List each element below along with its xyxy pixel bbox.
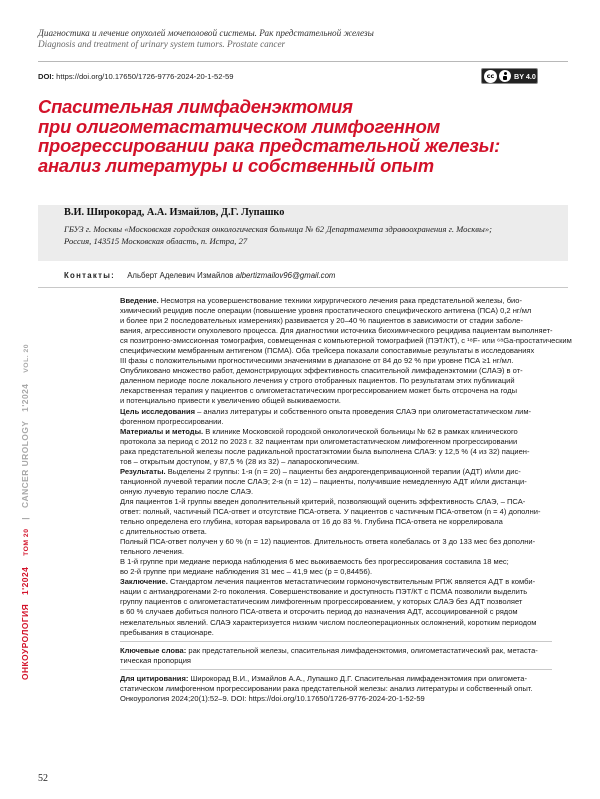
abstract-line: III фазы с положительными прогностическими значениями в диапазоне от 84 до 92 % при уровне ПСА ≥1 нг/мл. [120, 356, 514, 366]
page-number: 52 [38, 773, 48, 784]
abstract-line: танционной лучевой терапии после СЛАЭ; 2-я (n = 12) – пациенты, получившие немедленную АДТ и/или дистанци- [120, 476, 527, 486]
abstract-line: и потенциально привести к увеличению общей выживаемости. [120, 396, 341, 406]
abstract-line: Ключевые слова: рак предстательной железы, спасительная лимфаденэктомия, олигометастатический рак, метаста- [120, 645, 538, 655]
doi-link[interactable]: https://doi.org/10.17650/1726-9776-2024-20-1-52-59 [56, 72, 234, 81]
cc-license-badge[interactable] [481, 68, 538, 84]
conclusion-text [120, 587, 552, 637]
abstract-line: Для пациентов 1-й группы введен дополнительный критерий, позволяющий оценить эффективность СЛАЭ, – ПСА- [120, 496, 526, 506]
affiliation-line: ГБУЗ г. Москвы «Московская городская онкологическая больница № 62 Департамента здравоохранения г. Москвы»; [64, 224, 493, 234]
abstract-line: тическая пропорция [120, 655, 192, 665]
aim-text [120, 417, 552, 427]
abstract-line: Заключение. Стандартом лечения пациентов метастатическим гормоночувствительным РПЖ является АДТ в комби- [120, 577, 536, 587]
running-header-en: Diagnosis and treatment of urinary system tumors. Prostate cancer [38, 39, 286, 49]
abstract-line: В 1-й группе при медиане периода наблюдения 6 мес выживаемость без прогрессирования составила 18 мес; [120, 557, 509, 567]
affiliation [64, 224, 492, 248]
affiliation-line: Россия, 143515 Московская область, п. Истра, 27 [64, 235, 248, 246]
abstract-line: в 60 % случаев добиться полного ПСА-ответа и отсрочить период до назначения АДТ, ассоциированной с рядом [120, 607, 518, 617]
divider [38, 287, 568, 288]
abstract-line: тельного лечения. [120, 547, 184, 557]
section-label: Для цитирования: [120, 673, 189, 683]
section-label: Цель исследования [120, 406, 195, 416]
abstract-line: нежелательных явлений. СЛАЭ характеризуется низким числом послеоперационных осложнений, коротким периодом [120, 617, 537, 627]
doi-label: DOI: [38, 72, 55, 81]
abstract-line: специфическим мембранным антигеном (ПСМА). Оба трейсера показали сопоставимые результаты в исследованиях [120, 346, 535, 356]
abstract-line: Полный ПСА-ответ получен у 60 % (n = 12) пациентов. Длительность ответа колебалась от 3 до 133 мес без дополни- [120, 537, 536, 547]
authors: В.И. Широкорад, А.А. Измайлов, Д.Г. Лупашко [64, 207, 285, 218]
abstract-line: ответ: полный, частичный ПСА-ответ и отсутствие ПСА-ответа. У пациентов с частичным ПСА-ответом (n = 4) дополни- [120, 506, 541, 516]
issue-ru: 1'2024 [20, 566, 30, 596]
methods-text [120, 437, 552, 467]
section-label: Ключевые слова: [120, 645, 187, 655]
contacts-label: Контакты: [64, 271, 116, 280]
abstract-line: протокола за период с 2012 по 2023 г. 32 пациентам при олигометастатическом лимфогенном прогрессировании [120, 436, 518, 446]
journal-name-en: CANCER UROLOGY [20, 420, 30, 509]
title-line: при олигометастатическом лимфогенном [38, 115, 441, 137]
abstract-line: Цель исследования – анализ литературы и собственного опыта проведения СЛАЭ при олигометастатическом лим- [120, 406, 532, 416]
running-header [38, 28, 568, 62]
abstract-line: пребывания в стационаре. [120, 627, 214, 637]
intro-text [120, 306, 572, 406]
abstract-line: ся позитронно-эмиссионная томография, совмещенная с компьютерной томографией (ПЭТ/КТ), с ¹⁸F- или ⁶⁸Ga-простатическим [120, 336, 572, 346]
section-label: Введение. [120, 296, 159, 305]
volume-ru: ТОМ 20 [23, 528, 30, 556]
issue-en: 1'2024 [20, 383, 30, 412]
abstract-line: онную лучевую терапию после СЛАЭ. [120, 486, 254, 496]
contact-name: Альберт Аделевич Измайлов [127, 271, 234, 280]
abstract-line: Введение. Несмотря на усовершенствование техники хирургического лечения рака предстательной железы, био- [120, 296, 522, 305]
abstract-line: химический рецидив после операции (повышение уровня простатического специфического антигена (ПСА) 0,2 нг/мл [120, 306, 532, 316]
journal-name-ru: ОНКОУРОЛОГИЯ [20, 603, 30, 680]
abstract-line: во 2-й группе при медиане наблюдения 31 мес – 41,9 мес (p = 0,84456). [120, 567, 373, 577]
abstract-line: Для цитирования: Широкорад В.И., Измайлов А.А., Лупашко Д.Г. Спасительная лимфаденэктомия при олигомета- [120, 673, 527, 683]
attribution-icon [499, 70, 511, 82]
abstract-line: рака предстательной железы после радикальной простатэктомии была выполнена СЛАЭ: у 12,5 % (4 из 32) пациен- [120, 446, 530, 456]
keywords-text [120, 656, 552, 666]
abstract-line: тельно определена его глубина, которая варьировала от 16 до 83 %. Глубина ПСА-ответа не коррелировала [120, 517, 503, 527]
abstract-line: нации с антиандрогенами 2-го поколения. Совершенствование и доступность ПЭТ/КТ с ПСМА позволили выделить [120, 587, 528, 597]
doi-line [38, 72, 233, 81]
abstract-line: группу пациентов с олигометастатическим лимфогенным прогрессированием, у которых СЛАЭ без АДТ позволяет [120, 597, 523, 607]
divider [120, 669, 552, 670]
contacts [64, 271, 335, 280]
abstract-line: и более при 2 последовательных измерениях) развивается у 20–40 % пациентов в зависимости от стадии заболе- [120, 316, 523, 326]
divider [120, 641, 552, 642]
title-line: прогрессировании рака предстательной железы: [38, 135, 501, 156]
section-label: Результаты. [120, 466, 166, 476]
results-text [120, 477, 552, 577]
abstract-line: Опубликовано множество работ, демонстрирующих эффективность спасительной лимфаденэктомии (СЛАЭ) в от- [120, 366, 523, 376]
section-label: Заключение. [120, 577, 168, 587]
abstract-line: Материалы и методы. В клинике Московской городской онкологической больницы № 62 в рамках клинического [120, 426, 518, 436]
cc-icon: cc [484, 70, 497, 83]
citation-text [120, 684, 552, 704]
article-title [38, 97, 563, 175]
journal-side-label [20, 344, 30, 680]
abstract-line: с длительностью ответа. [120, 527, 207, 537]
section-label: Материалы и методы. [120, 426, 204, 436]
abstract-line: статическом лимфогенном прогрессировании рака предстательной железы: анализ литературы и собственный опыт. [120, 683, 533, 693]
license-version: BY 4.0 [514, 71, 536, 81]
abstract-line: Онкоурология 2024;20(1):52–9. DOI: https://doi.org/10.17650/1726-9776-2024-20-1-52-59 [120, 693, 425, 703]
abstract-line: фогенном прогрессировании. [120, 416, 224, 426]
abstract [120, 296, 572, 704]
volume-en: VOL. 20 [23, 343, 30, 373]
abstract-line: Результаты. Выделены 2 группы: 1-я (n = 20) – пациенты без андрогендепривационной терапии (АДТ) и/или дис- [120, 466, 521, 476]
title-line: анализ литературы и собственный опыт [38, 154, 434, 176]
side-separator: | [20, 516, 30, 520]
abstract-line: лекарственная терапия у пациентов с олигометастатическим прогрессированием может быть отсрочена на годы [120, 386, 518, 396]
title-line: Спасительная лимфаденэктомия [38, 96, 353, 117]
abstract-line: даленном периоде после локального лечения у строго отобранных пациентов. По результатам этих публикаций [120, 376, 515, 386]
abstract-line: тов – открытым доступом, у 87,5 % (28 из 32) – лапароскопическим. [120, 456, 360, 466]
abstract-line: вания, агрессивности опухолевого процесса. Для диагностики источника биохимического рецидива пациентам выполняет- [120, 326, 553, 336]
running-header-ru: Диагностика и лечение опухолей мочеполовой системы. Рак предстательной железы [38, 28, 374, 38]
contact-email[interactable]: albertizmailov96@gmail.com [235, 271, 336, 280]
